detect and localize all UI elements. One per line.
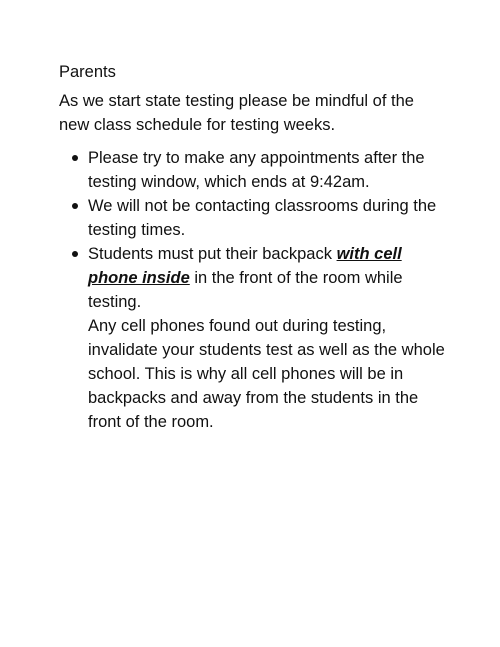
bullet-dot-icon bbox=[72, 203, 78, 209]
bullet-classroom-contact bbox=[88, 194, 448, 242]
emphasized-text: with cell phone inside bbox=[88, 245, 402, 287]
bullet-continuation: Any cell phones found out during testing, invalidate your students test as well as the whole school. This is why all cell phones will be in backpacks and away from the students in the front of the room. bbox=[88, 317, 445, 431]
salutation: Parents bbox=[59, 63, 116, 81]
bullet-dot-icon bbox=[72, 251, 78, 257]
bullet-backpack bbox=[88, 242, 448, 434]
bullet-text: We will not be contacting classrooms during the testing times. bbox=[88, 197, 437, 239]
bullet-appointments bbox=[88, 146, 448, 194]
intro-paragraph: As we start state testing please be mindful of the new class schedule for testing weeks. bbox=[59, 92, 414, 134]
bullet-list bbox=[88, 146, 448, 434]
bullet-text-before: Students must put their backpack bbox=[88, 245, 337, 263]
bullet-text-after: in the front of the room while testing. bbox=[88, 269, 403, 311]
bullet-dot-icon bbox=[72, 155, 78, 161]
bullet-text: Please try to make any appointments after the testing window, which ends at 9:42am. bbox=[88, 149, 425, 191]
